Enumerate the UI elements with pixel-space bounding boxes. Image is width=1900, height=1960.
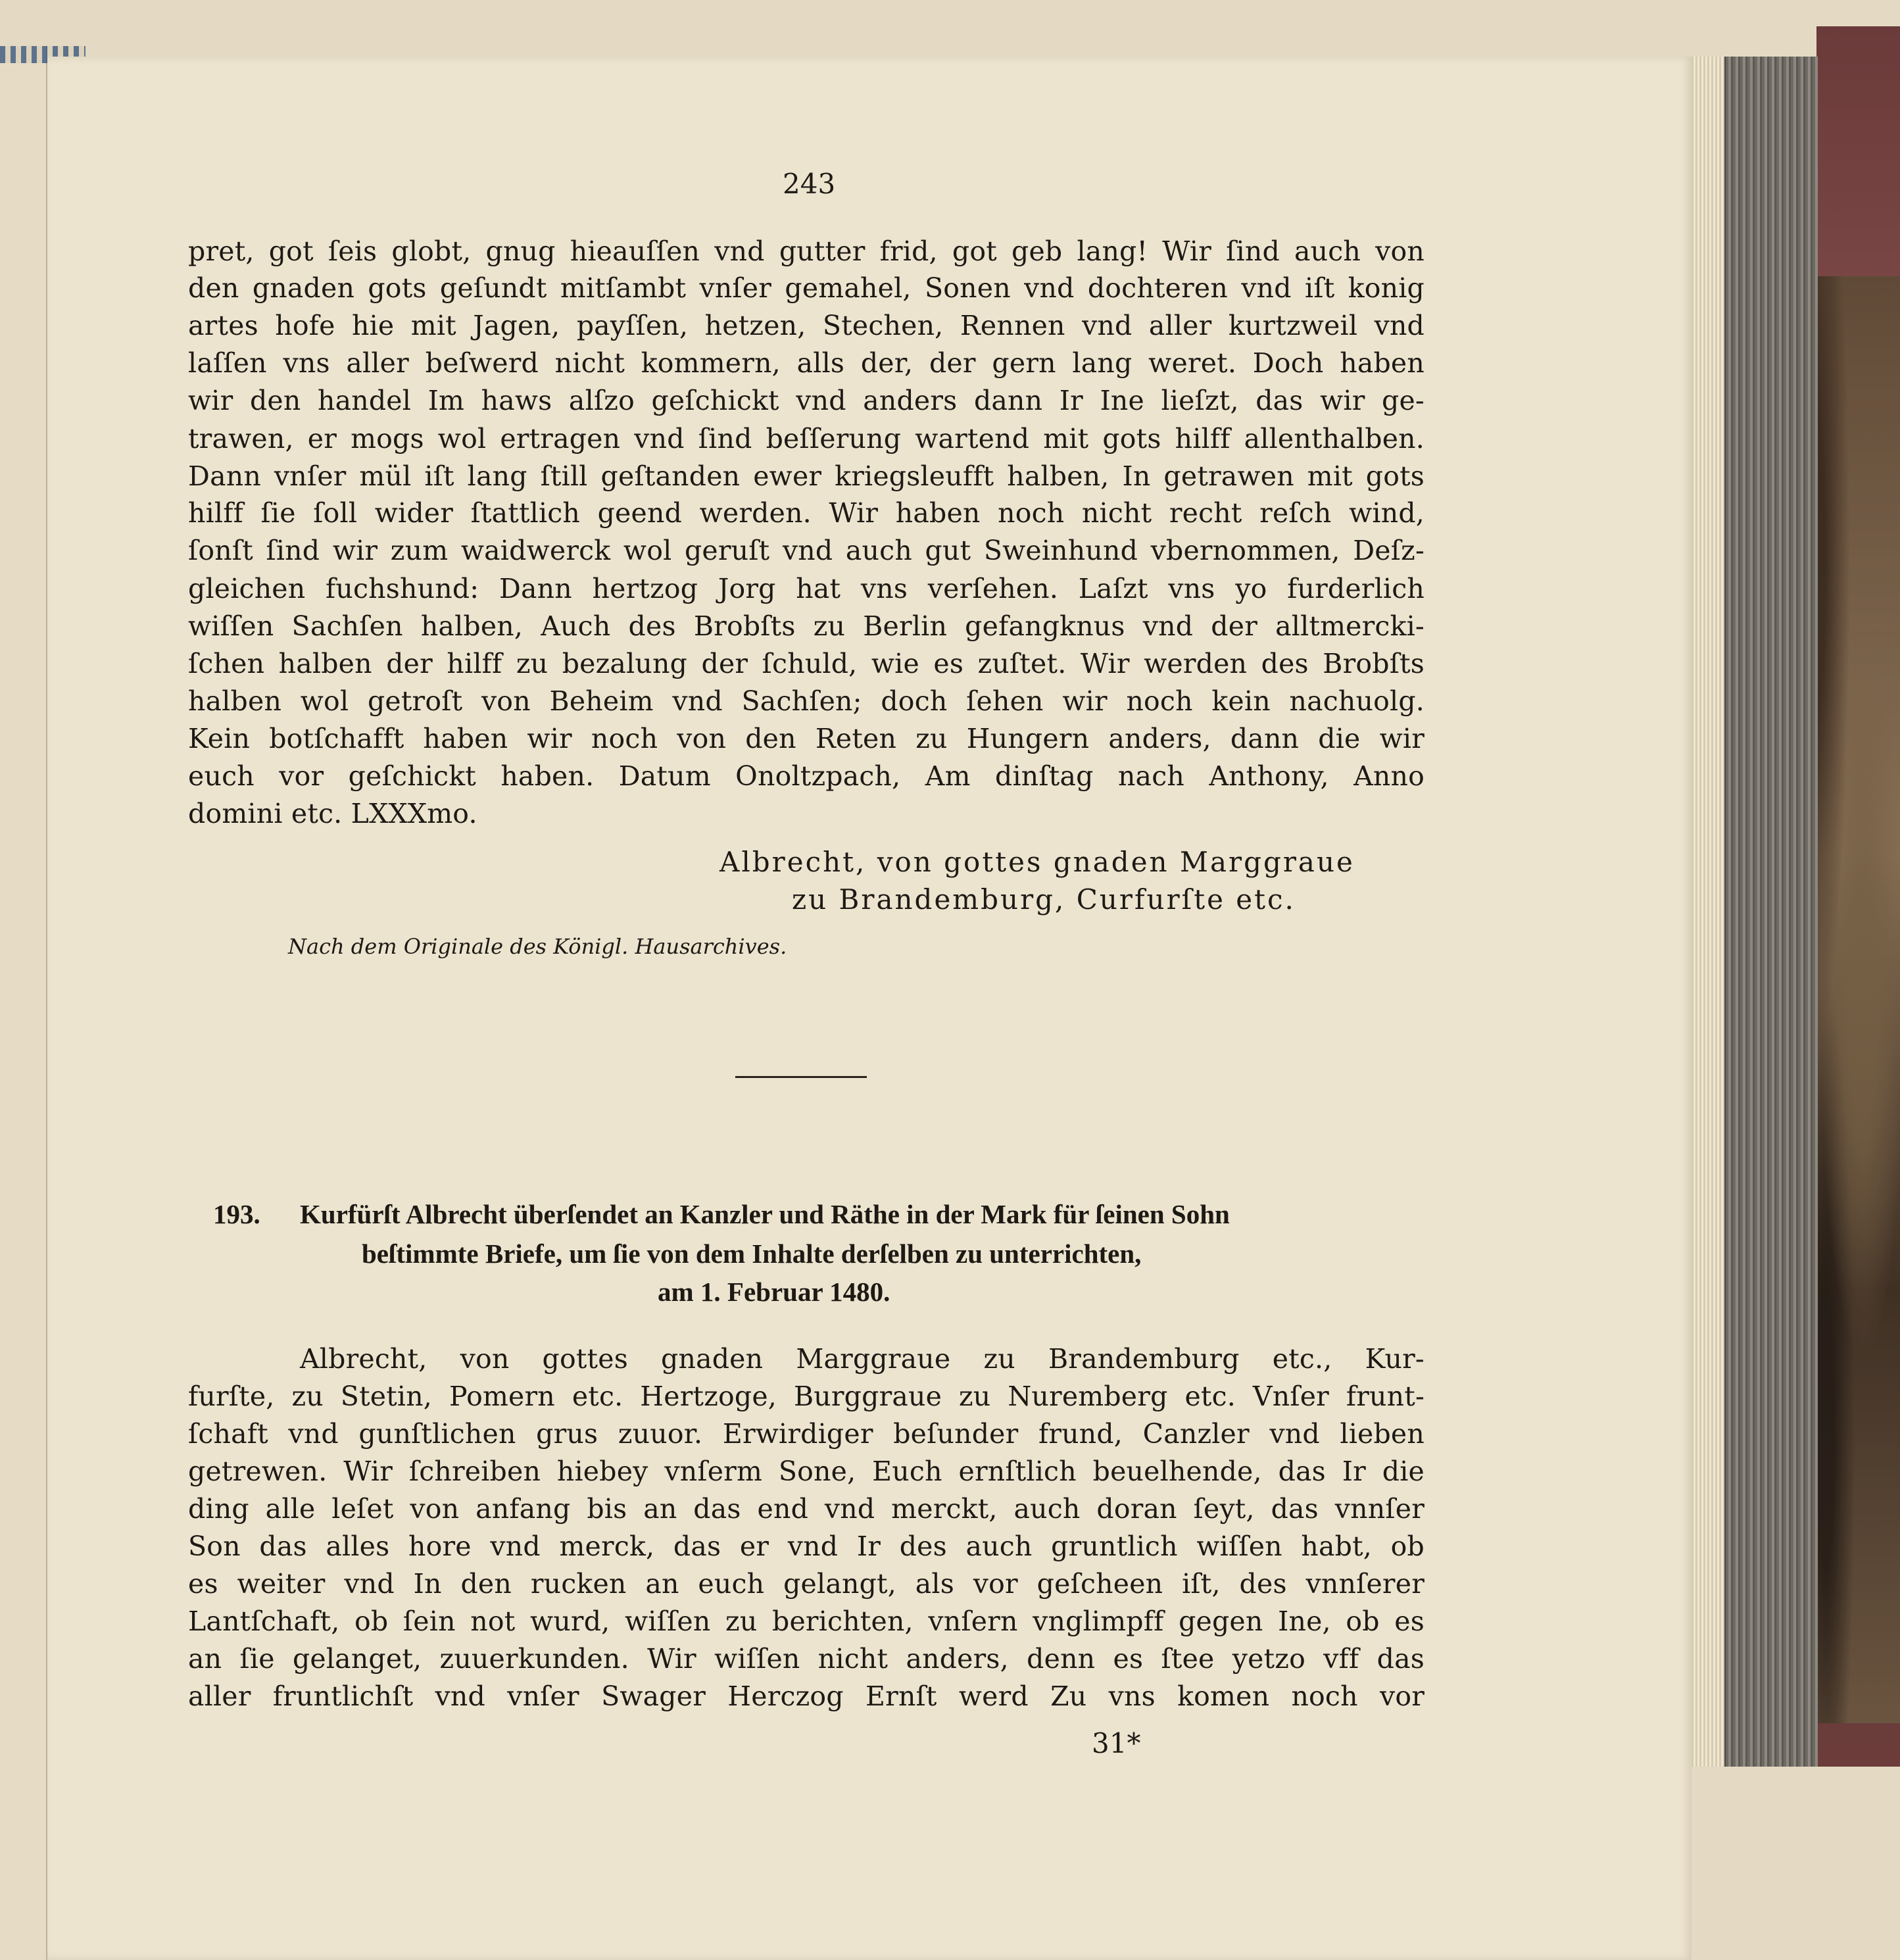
text-line: ding alle leſet von anfang bis an das end vnd merckt, auch doran ſeyt, das vnnſer [188, 1493, 1425, 1525]
text-line: halben wol getroſt von Beheim vnd Sachſen; doch ſehen wir noch kein nachuolg. [188, 685, 1425, 717]
text-line: aller fruntlichſt vnd vnſer Swager Herczog Ernſt werd Zu vns komen noch vor [188, 1680, 1425, 1712]
text-line: Albrecht, von gottes gnaden Marggraue zu Brandemburg etc., Kur- [300, 1343, 1425, 1375]
document-number: 193. [213, 1199, 260, 1229]
text-line: an ſie gelanget, zuuerkunden. Wir wiſſen nicht anders, denn es ſtee yetzo vff das [188, 1643, 1425, 1675]
text-line: Lantſchaft, ob ſein not wurd, wiſſen zu berichten, vnſern vnglimpff gegen Ine, ob es [188, 1605, 1425, 1637]
text-line: trawen, er mogs wol ertragen vnd ſind beſſerung wartend mit gots hilff allenthalben. [188, 423, 1425, 454]
page-block-edge [1724, 57, 1818, 1767]
heading-line-2: beſtimmte Briefe, um ſie von dem Inhalte derſelben zu unterrichten, [362, 1238, 1142, 1269]
heading-line-1: Kurfürſt Albrecht überſendet an Kanzler und Räthe in der Mark für ſeinen Sohn [300, 1199, 1230, 1229]
text-line: laſſen vns aller beſwerd nicht kommern, alls der, der gern lang weret. Doch haben [188, 347, 1425, 379]
source-note: Nach dem Originale des Königl. Hausarchives. [288, 934, 787, 959]
text-line: gleichen fuchshund: Dann hertzog Jorg hat vns verſehen. Laſzt vns yo furderlich [188, 573, 1425, 604]
text-line: Kein botſchafft haben wir noch von den Reten zu Hungern anders, dann die wir [188, 723, 1425, 754]
signature-mark: 31* [1092, 1727, 1141, 1759]
text-line: ſchaft vnd gunſtlichen grus zuuor. Erwirdiger beſunder frund, Canzler vnd lieben [188, 1418, 1425, 1450]
text-line: hilff ſie ſoll wider ſtattlich geend werden. Wir haben noch nicht recht reſch wind, [188, 497, 1425, 529]
page-number: 243 [783, 168, 836, 200]
signature-line-2: zu Brandemburg, Curfurſte etc. [792, 883, 1296, 916]
left-page-edge [0, 46, 47, 1960]
text-line: den gnaden gots geſundt mitſambt vnſer gemahel, Sonen vnd dochteren vnd iſt konig [188, 272, 1425, 304]
bottom-background [1692, 1767, 1900, 1960]
text-line: ſonſt ſind wir zum waidwerck wol geruſt vnd auch gut Sweinhund vbernommen, Deſz- [188, 535, 1425, 566]
text-line: ſchen halben der hilff zu bezalung der ſchuld, wie es zuſtet. Wir werden des Brobſts [188, 648, 1425, 679]
text-line: domini etc. LXXXmo. [188, 798, 477, 829]
page-edges [1692, 57, 1724, 1960]
text-line: getrewen. Wir ſchreiben hiebey vnſerm Sone, Euch ernſtlich beuelhende, das Ir die [188, 1456, 1425, 1487]
heading-line-3: am 1. Februar 1480. [658, 1277, 890, 1307]
text-line: Son das alles hore vnd merck, das er vnd Ir des auch gruntlich wiſſen habt, ob [188, 1531, 1425, 1562]
text-line: wiſſen Sachſen halben, Auch des Brobſts zu Berlin gefangknus vnd der alltmercki- [188, 610, 1425, 642]
text-line: furſte, zu Stetin, Pomern etc. Hertzoge, Burggraue zu Nuremberg etc. Vnſer frunt- [188, 1381, 1425, 1412]
text-line: euch vor geſchickt haben. Datum Onoltzpach, Am dinſtag nach Anthony, Anno [188, 760, 1425, 792]
signature-line-1: Albrecht, von gottes gnaden Marggraue [719, 846, 1355, 878]
text-line: es weiter vnd In den rucken an euch gelangt, als vor geſcheen iſt, des vnnſerer [188, 1568, 1425, 1600]
text-line: Dann vnſer mül iſt lang ſtill geſtanden ewer kriegsleufft halben, In getrawen mit gots [188, 460, 1425, 492]
text-line: pret, got ſeis globt, gnug hieauſſen vnd gutter frid, got geb lang! Wir ſind auch von [188, 235, 1425, 267]
text-line: wir den handel Im haws alſzo geſchickt vnd anders dann Ir Ine lieſzt, das wir ge- [188, 385, 1425, 416]
section-divider [735, 1076, 867, 1078]
text-line: artes hofe hie mit Jagen, payſſen, hetzen, Stechen, Rennen vnd aller kurtzweil vnd [188, 310, 1425, 341]
